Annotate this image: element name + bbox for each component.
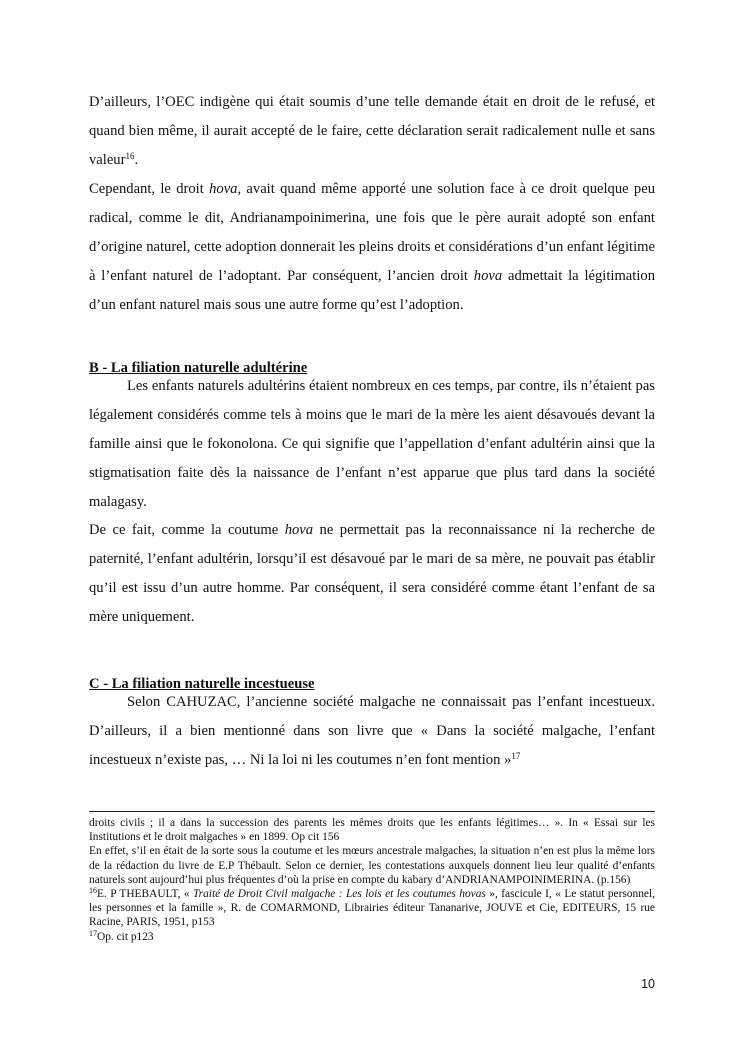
paragraph-hova-adoption: Cependant, le droit hova, avait quand même apporté une solution face à ce droit quelque peu radical, comme le dit, Andrianampoinimerina, une fois que le père aurait adopté son enfant d’origine naturel, cette adoption donnerait les pleins droits et considérations d’un enfant légitime à l’enfant naturel de l’adoptant. Par conséquent, l’ancien droit hova admettait la légitimation d’un enfant naturel mais sous une autre forme qu’est l’adoption.	[89, 181, 655, 313]
footnotes	[89, 816, 655, 944]
footnote-number: 17	[89, 928, 97, 938]
section-c-paragraph-1: Selon CAHUZAC, l’ancienne société malgache ne connaissait pas l’enfant incestueux. D’ailleurs, il a bien mentionné dans son livre que « Dans la société malgache, l’enfant incestueux n’existe pas, … Ni la loi ni les coutumes n’en font mention »	[89, 694, 655, 768]
section-b-paragraph-2: De ce fait, comme la coutume hova ne permettait pas la reconnaissance ni la recherche de paternité, l’enfant adultérin, lorsqu’il est désavoué par le mari de sa mère, ne pouvait pas établir qu’il est issu d’un autre homme. Par conséquent, il sera considéré comme étant l’enfant de sa mère uniquement.	[89, 522, 655, 625]
footnote-separator	[89, 811, 655, 812]
section-heading-c: C - La filiation naturelle incestueuse	[89, 676, 315, 692]
footnote-ref-16[interactable]: 16	[125, 151, 135, 161]
section-b	[89, 358, 655, 517]
footnote-ref-17[interactable]: 17	[511, 751, 521, 761]
paragraph-oec-refusal: D’ailleurs, l’OEC indigène qui était soumis d’une telle demande était en droit de le refusé, et quand bien même, il aurait accepté de le faire, cette déclaration serait radicalement nulle et sans valeur$^{16}$.	[89, 94, 655, 168]
footnote-book-title: Traité de Droit Civil malgache : Les lois et les coutumes hovas	[192, 888, 486, 901]
footnote-16: $^{16}$E. P THEBAULT, « Traité de Droit Civil malgache : Les lois et les coutumes hovas », fascicule I, « Le statut personnel, les personnes et la famille », R. de COMARMOND, Librairies éditeur Tananarive, JOUVE et Cie, EDITEURS, 15 rue Racine, PARIS, 1951, p153	[89, 886, 655, 929]
page-number: 10	[641, 977, 655, 991]
paragraph-text: D’ailleurs, l’OEC indigène qui était soumis d’une telle demande était en droit de le refusé, et quand bien même, il aurait accepté de le faire, cette déclaration serait radicalement nulle et sans valeur	[89, 94, 655, 168]
section-b-paragraph-1: Les enfants naturels adultérins étaient nombreux en ces temps, par contre, ils n’étaient pas légalement considérés comme tels à moins que le mari de la mère les aient désavoués devant la famille ainsi que le fokonolona. Ce qui signifie que l’appellation d’enfant adultérin ainsi que la stigmatisation faite dès la naissance de l’enfant n’est apparue que plus tard dans la société malagasy.	[89, 378, 655, 510]
section-c	[89, 674, 655, 775]
section-heading-b: B - La filiation naturelle adultérine	[89, 360, 308, 376]
footnote-continuation-2: En effet, s’il en était de la sorte sous la coutume et les mœurs ancestrale malgaches, la situation n’en est plus la même lors de la rédaction du livre de E.P Thébault. Selon ce dernier, les contestations auxquels donnent lieu leur qualité d’enfants naturels sont aujourd’hui plus fréquentes d’où la prise en compte du kabary d’ANDRIANAMPOINIMERINA. (p.156)	[89, 845, 655, 886]
footnote-17: $^{17}$Op. cit p123	[89, 928, 154, 943]
footnote-continuation-1: droits civils ; il a dans la succession des parents les mêmes droits que les enfants légitimes… ». In « Essai sur les Institutions et le droit malgaches » en 1899. Op cit 156	[89, 817, 655, 844]
italic-term-hova: hova	[473, 268, 503, 284]
footnote-number: 16	[89, 886, 97, 896]
italic-term-hova: hova	[209, 181, 238, 197]
italic-term-hova: hova	[284, 522, 314, 538]
